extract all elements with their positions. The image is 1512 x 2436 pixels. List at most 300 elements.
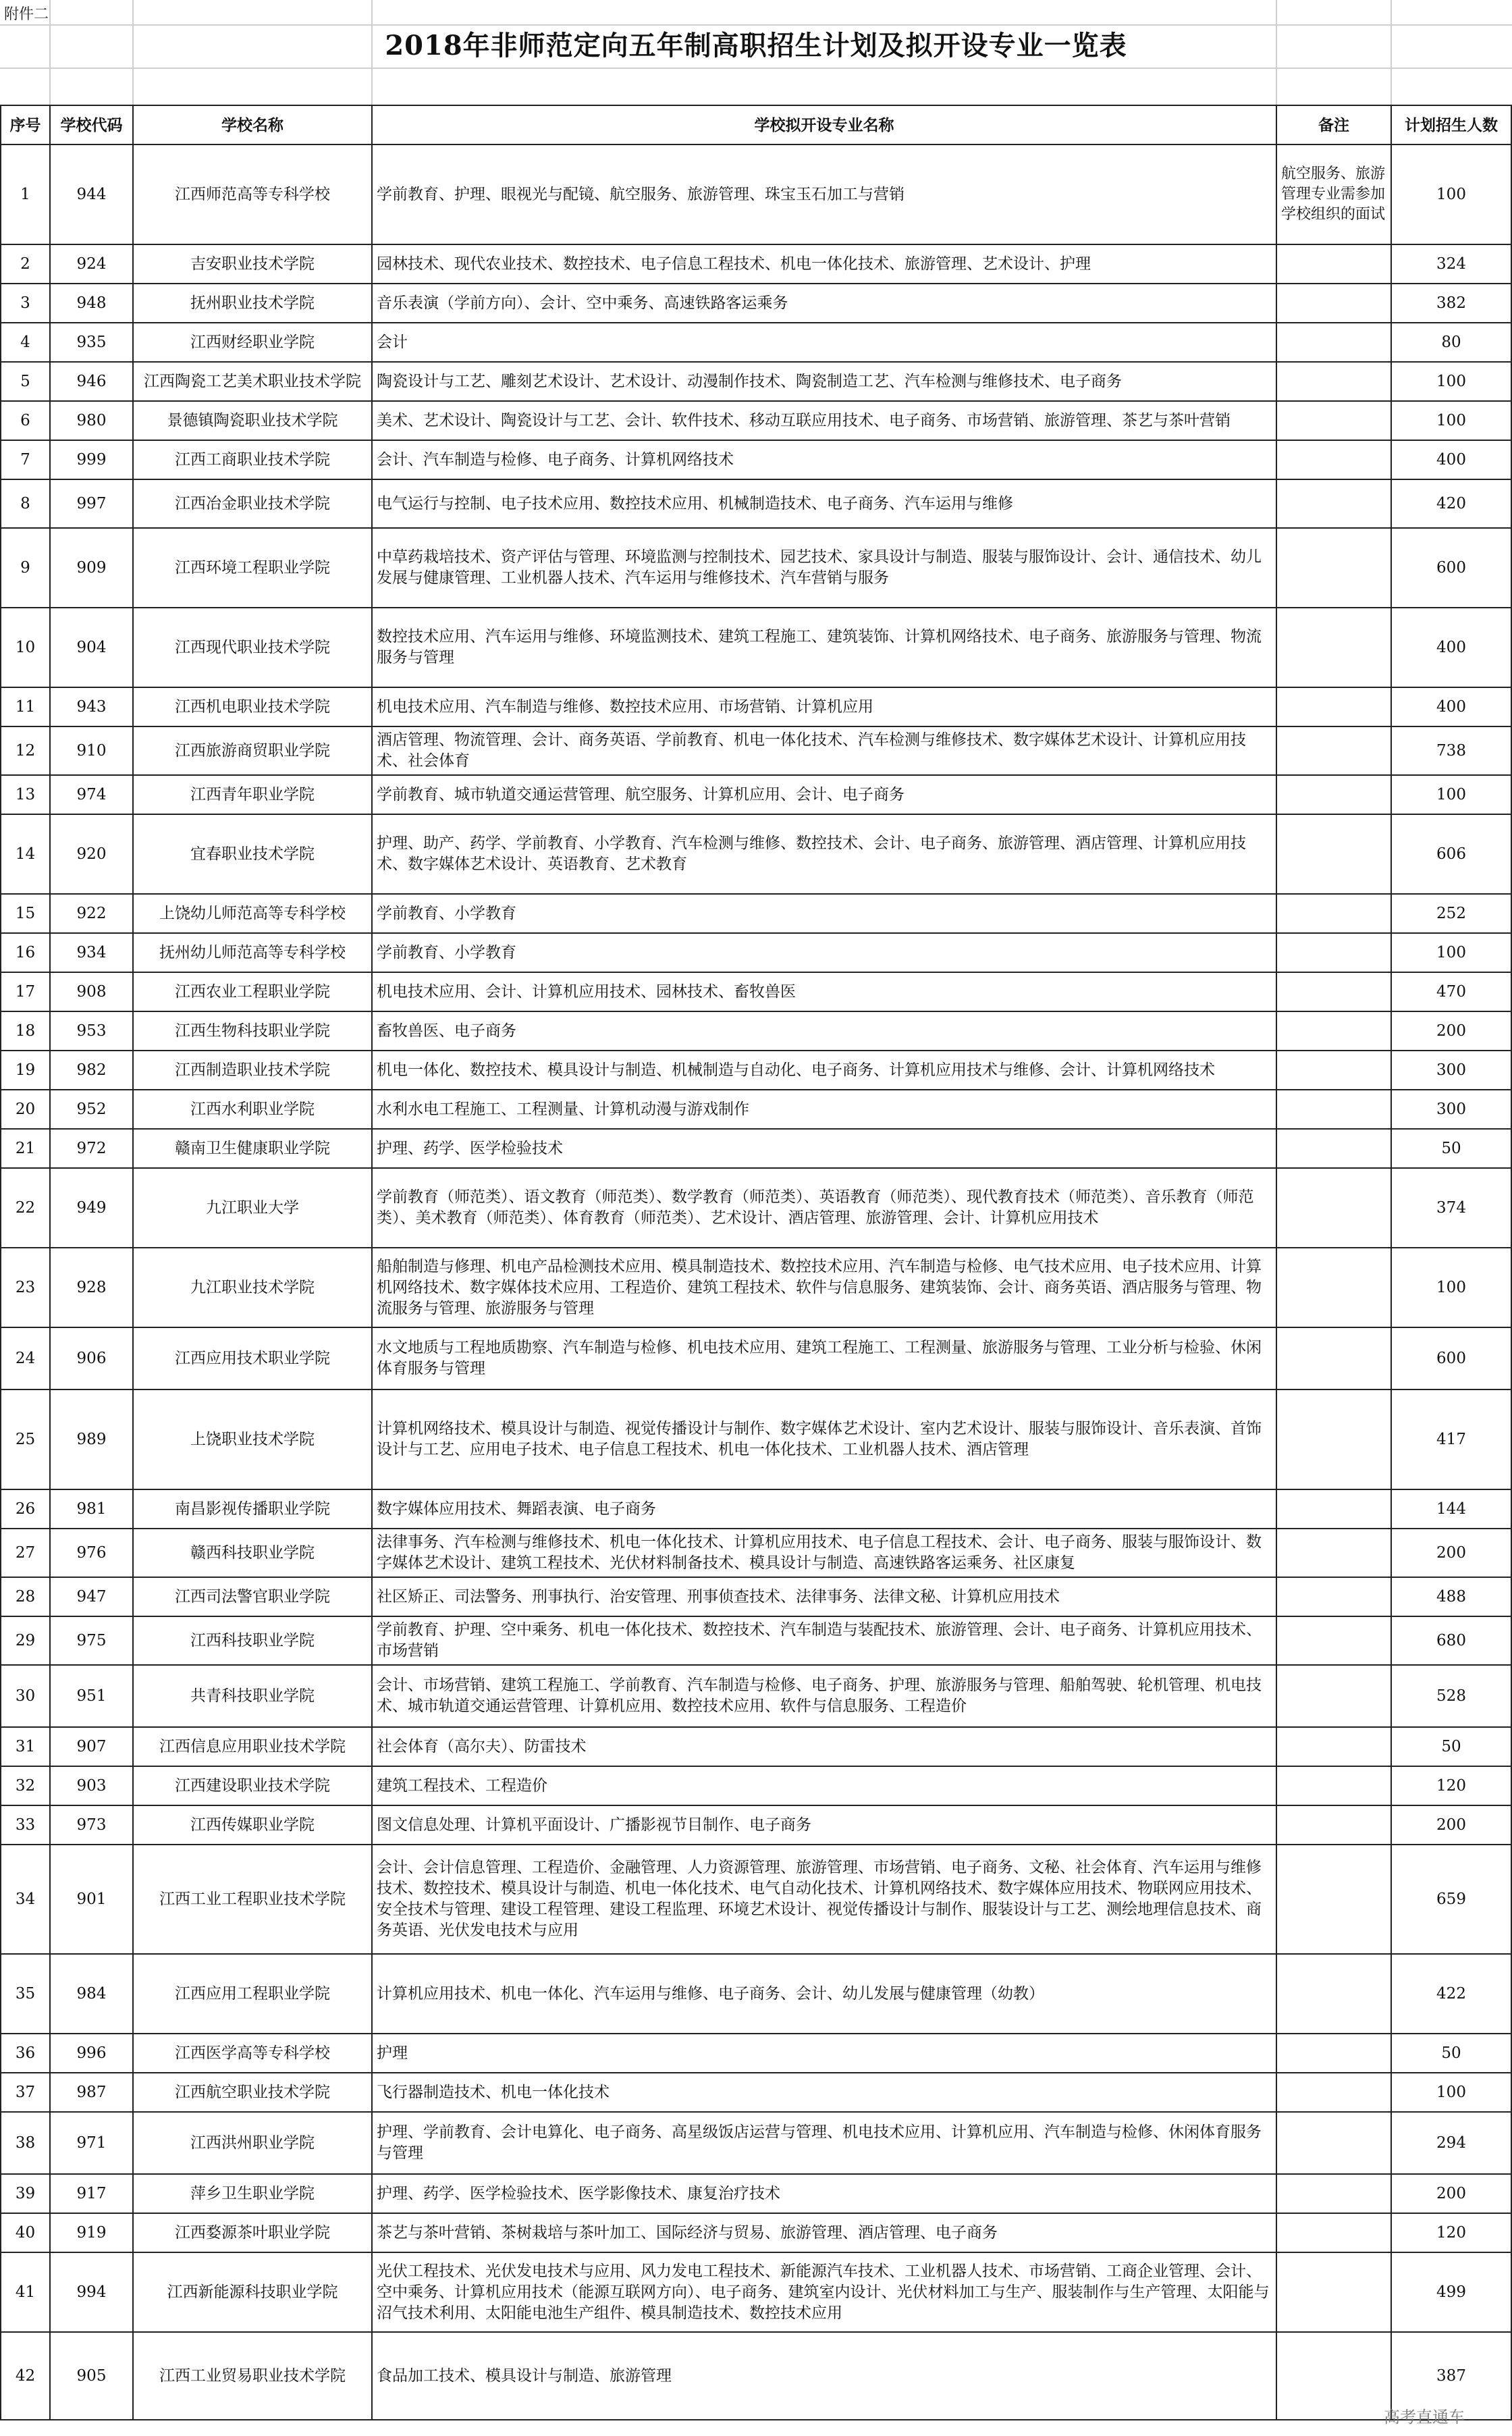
cell-code: 953 (50, 1011, 133, 1051)
cell-code: 908 (50, 972, 133, 1011)
cell-majors: 社区矫正、司法警务、刑事执行、治安管理、刑事侦查技术、法律事务、法律文秘、计算机应用技术 (372, 1577, 1276, 1616)
cell-quota: 100 (1391, 401, 1511, 440)
cell-code: 948 (50, 284, 133, 323)
table-row (1, 401, 1511, 440)
cell-no: 39 (1, 2174, 50, 2213)
cell-school-name: 上饶幼儿师范高等专科学校 (133, 894, 372, 933)
cell-quota: 422 (1391, 1954, 1511, 2034)
cell-remark (1276, 1845, 1391, 1954)
cell-quota: 100 (1391, 144, 1511, 244)
enrollment-table (0, 105, 1512, 2420)
cell-school-name: 上饶职业技术学院 (133, 1389, 372, 1489)
cell-majors: 数控技术应用、汽车运用与维修、环境监测技术、建筑工程施工、建筑装饰、计算机网络技术、电子商务、旅游服务与管理、物流服务与管理 (372, 608, 1276, 687)
table-header-row (1, 105, 1511, 144)
cell-no: 7 (1, 440, 50, 479)
cell-school-name: 江西传媒职业学院 (133, 1805, 372, 1845)
table-row (1, 144, 1511, 244)
cell-majors: 法律事务、汽车检测与维修技术、机电一体化技术、计算机应用技术、电子信息工程技术、会计、电子商务、服装与服饰设计、数字媒体艺术设计、建筑工程技术、光伏材料制备技术、模具设计与制造、高速铁路客运乘务、社区康复 (372, 1529, 1276, 1577)
cell-code: 987 (50, 2073, 133, 2112)
cell-majors: 水文地质与工程地质勘察、汽车制造与检修、机电技术应用、建筑工程施工、工程测量、旅游服务与管理、工业分析与检验、休闲体育服务与管理 (372, 1327, 1276, 1389)
table-row (1, 2213, 1511, 2252)
cell-quota: 659 (1391, 1845, 1511, 1954)
table-row (1, 362, 1511, 401)
cell-quota: 200 (1391, 2174, 1511, 2213)
cell-school-name: 赣南卫生健康职业学院 (133, 1129, 372, 1168)
cell-no: 14 (1, 814, 50, 894)
cell-majors: 护理、药学、医学检验技术、医学影像技术、康复治疗技术 (372, 2174, 1276, 2213)
cell-school-name: 江西机电职业技术学院 (133, 687, 372, 726)
cell-remark: 航空服务、旅游管理专业需参加学校组织的面试 (1276, 144, 1391, 244)
cell-majors: 水利水电工程施工、工程测量、计算机动漫与游戏制作 (372, 1090, 1276, 1129)
cell-quota: 738 (1391, 726, 1511, 775)
cell-no: 42 (1, 2332, 50, 2420)
cell-code: 952 (50, 1090, 133, 1129)
cell-code: 907 (50, 1727, 133, 1766)
cell-code: 901 (50, 1845, 133, 1954)
cell-school-name: 抚州幼儿师范高等专科学校 (133, 933, 372, 972)
table-row (1, 814, 1511, 894)
table-row (1, 323, 1511, 362)
table-row (1, 775, 1511, 814)
table-row (1, 1805, 1511, 1845)
cell-no: 26 (1, 1489, 50, 1529)
cell-code: 971 (50, 2112, 133, 2174)
cell-majors: 学前教育、护理、眼视光与配镜、航空服务、旅游管理、珠宝玉石加工与营销 (372, 144, 1276, 244)
cell-remark (1276, 284, 1391, 323)
cell-remark (1276, 1327, 1391, 1389)
cell-quota: 606 (1391, 814, 1511, 894)
table-row (1, 1389, 1511, 1489)
cell-no: 8 (1, 479, 50, 528)
cell-remark (1276, 528, 1391, 608)
cell-quota: 100 (1391, 1248, 1511, 1327)
cell-no: 33 (1, 1805, 50, 1845)
table-row (1, 1577, 1511, 1616)
cell-majors: 畜牧兽医、电子商务 (372, 1011, 1276, 1051)
cell-no: 6 (1, 401, 50, 440)
cell-no: 31 (1, 1727, 50, 1766)
cell-majors: 会计、会计信息管理、工程造价、金融管理、人力资源管理、旅游管理、市场营销、电子商务、文秘、社会体育、汽车运用与维修技术、数控技术、模具设计与制造、机电一体化技术、电气自动化技术、计算机网络技术、数字媒体应用技术、物联网应用技术、安全技术与管理、建设工程管理、建设工程监理、环境艺术设计、视觉传播设计与制作、服装设计与工艺、测绘地理信息技术、商务英语、光伏发电技术与应用 (372, 1845, 1276, 1954)
cell-quota: 600 (1391, 528, 1511, 608)
cell-quota: 80 (1391, 323, 1511, 362)
cell-school-name: 江西科技职业学院 (133, 1616, 372, 1665)
cell-no: 25 (1, 1389, 50, 1489)
table-row (1, 284, 1511, 323)
table-row (1, 933, 1511, 972)
cell-code: 999 (50, 440, 133, 479)
cell-school-name: 赣西科技职业学院 (133, 1529, 372, 1577)
cell-code: 946 (50, 362, 133, 401)
cell-code: 989 (50, 1389, 133, 1489)
cell-no: 3 (1, 284, 50, 323)
cell-school-name: 江西航空职业技术学院 (133, 2073, 372, 2112)
table-row (1, 2332, 1511, 2420)
cell-no: 29 (1, 1616, 50, 1665)
cell-no: 32 (1, 1766, 50, 1805)
cell-majors: 会计、汽车制造与检修、电子商务、计算机网络技术 (372, 440, 1276, 479)
cell-code: 905 (50, 2332, 133, 2420)
cell-code: 972 (50, 1129, 133, 1168)
cell-remark (1276, 2034, 1391, 2073)
cell-code: 984 (50, 1954, 133, 2034)
cell-majors: 中草药栽培技术、资产评估与管理、环境监测与控制技术、园艺技术、家具设计与制造、服装与服饰设计、会计、通信技术、幼儿发展与健康管理、工业机器人技术、汽车运用与维修技术、汽车营销与服务 (372, 528, 1276, 608)
cell-remark (1276, 894, 1391, 933)
cell-remark (1276, 1051, 1391, 1090)
cell-no: 13 (1, 775, 50, 814)
cell-school-name: 江西工业贸易职业技术学院 (133, 2332, 372, 2420)
cell-majors: 酒店管理、物流管理、会计、商务英语、学前教育、机电一体化技术、汽车检测与维修技术、数字媒体艺术设计、计算机应用技术、社会体育 (372, 726, 1276, 775)
cell-code: 973 (50, 1805, 133, 1845)
header-no: 序号 (1, 105, 50, 144)
cell-majors: 图文信息处理、计算机平面设计、广播影视节目制作、电子商务 (372, 1805, 1276, 1845)
cell-no: 34 (1, 1845, 50, 1954)
cell-quota: 50 (1391, 1727, 1511, 1766)
cell-school-name: 吉安职业技术学院 (133, 244, 372, 284)
cell-remark (1276, 775, 1391, 814)
table-row (1, 1845, 1511, 1954)
cell-majors: 社会体育（高尔夫）、防雷技术 (372, 1727, 1276, 1766)
cell-remark (1276, 1577, 1391, 1616)
cell-remark (1276, 972, 1391, 1011)
cell-school-name: 九江职业技术学院 (133, 1248, 372, 1327)
cell-code: 951 (50, 1665, 133, 1727)
cell-code: 935 (50, 323, 133, 362)
table-row (1, 1489, 1511, 1529)
table-row (1, 1129, 1511, 1168)
cell-remark (1276, 2112, 1391, 2174)
cell-majors: 护理、学前教育、会计电算化、电子商务、高星级饭店运营与管理、机电技术应用、计算机应用、汽车制造与检修、休闲体育服务与管理 (372, 2112, 1276, 2174)
cell-code: 909 (50, 528, 133, 608)
cell-school-name: 江西司法警官职业学院 (133, 1577, 372, 1616)
cell-no: 23 (1, 1248, 50, 1327)
cell-remark (1276, 2174, 1391, 2213)
cell-remark (1276, 1168, 1391, 1248)
cell-quota: 50 (1391, 1129, 1511, 1168)
cell-no: 37 (1, 2073, 50, 2112)
cell-remark (1276, 608, 1391, 687)
table-row (1, 1327, 1511, 1389)
cell-school-name: 江西工商职业技术学院 (133, 440, 372, 479)
cell-no: 27 (1, 1529, 50, 1577)
cell-remark (1276, 1665, 1391, 1727)
cell-quota: 420 (1391, 479, 1511, 528)
cell-school-name: 江西信息应用职业技术学院 (133, 1727, 372, 1766)
cell-remark (1276, 440, 1391, 479)
table-row (1, 1616, 1511, 1665)
cell-majors: 建筑工程技术、工程造价 (372, 1766, 1276, 1805)
cell-school-name: 江西师范高等专科学校 (133, 144, 372, 244)
cell-majors: 船舶制造与修理、机电产品检测技术应用、模具制造技术、数控技术应用、汽车制造与检修、电气技术应用、电子技术应用、计算机网络技术、数字媒体技术应用、工程造价、建筑工程技术、软件与信息服务、建筑装饰、会计、商务英语、酒店服务与管理、物流服务与管理、旅游服务与管理 (372, 1248, 1276, 1327)
cell-majors: 光伏工程技术、光伏发电技术与应用、风力发电工程技术、新能源汽车技术、工业机器人技术、市场营销、工商企业管理、会计、空中乘务、计算机应用技术（能源互联网方向）、电子商务、建筑室内设计、光伏材料加工与生产、服装制作与生产管理、太阳能与沼气技术利用、太阳能电池生产组件、模具制造技术、数控技术应用 (372, 2252, 1276, 2332)
cell-no: 41 (1, 2252, 50, 2332)
cell-quota: 400 (1391, 687, 1511, 726)
cell-majors: 护理、药学、医学检验技术 (372, 1129, 1276, 1168)
cell-remark (1276, 401, 1391, 440)
cell-code: 944 (50, 144, 133, 244)
cell-code: 910 (50, 726, 133, 775)
cell-code: 981 (50, 1489, 133, 1529)
cell-quota: 200 (1391, 1529, 1511, 1577)
cell-majors: 学前教育、护理、空中乘务、机电一体化技术、数控技术、汽车制造与装配技术、旅游管理、会计、电子商务、计算机应用技术、市场营销 (372, 1616, 1276, 1665)
cell-school-name: 江西生物科技职业学院 (133, 1011, 372, 1051)
table-row (1, 1090, 1511, 1129)
cell-no: 15 (1, 894, 50, 933)
cell-school-name: 萍乡卫生职业学院 (133, 2174, 372, 2213)
cell-majors: 茶艺与茶叶营销、茶树栽培与茶叶加工、国际经济与贸易、旅游管理、酒店管理、电子商务 (372, 2213, 1276, 2252)
table-row (1, 2174, 1511, 2213)
cell-quota: 400 (1391, 608, 1511, 687)
cell-remark (1276, 479, 1391, 528)
cell-no: 5 (1, 362, 50, 401)
table-row (1, 1766, 1511, 1805)
table-row (1, 2112, 1511, 2174)
cell-no: 30 (1, 1665, 50, 1727)
cell-school-name: 江西制造职业技术学院 (133, 1051, 372, 1090)
cell-remark (1276, 933, 1391, 972)
cell-school-name: 江西婺源茶叶职业学院 (133, 2213, 372, 2252)
cell-code: 906 (50, 1327, 133, 1389)
cell-remark (1276, 2252, 1391, 2332)
table-row (1, 1248, 1511, 1327)
table-row (1, 440, 1511, 479)
cell-majors: 园林技术、现代农业技术、数控技术、电子信息工程技术、机电一体化技术、旅游管理、艺术设计、护理 (372, 244, 1276, 284)
annex-label: 附件二 (4, 6, 49, 23)
cell-majors: 学前教育、小学教育 (372, 933, 1276, 972)
header-code: 学校代码 (50, 105, 133, 144)
cell-code: 928 (50, 1248, 133, 1327)
cell-school-name: 江西农业工程职业学院 (133, 972, 372, 1011)
cell-no: 40 (1, 2213, 50, 2252)
table-row (1, 972, 1511, 1011)
cell-no: 16 (1, 933, 50, 972)
cell-code: 996 (50, 2034, 133, 2073)
cell-majors: 会计 (372, 323, 1276, 362)
cell-quota: 50 (1391, 2034, 1511, 2073)
cell-majors: 机电一体化、数控技术、模具设计与制造、机械制造与自动化、电子商务、计算机应用技术与维修、会计、计算机网络技术 (372, 1051, 1276, 1090)
cell-school-name: 江西建设职业技术学院 (133, 1766, 372, 1805)
cell-remark (1276, 687, 1391, 726)
cell-remark (1276, 1090, 1391, 1129)
cell-school-name: 江西医学高等专科学校 (133, 2034, 372, 2073)
cell-code: 994 (50, 2252, 133, 2332)
cell-code: 947 (50, 1577, 133, 1616)
cell-school-name: 江西应用技术职业学院 (133, 1327, 372, 1389)
cell-majors: 计算机网络技术、模具设计与制造、视觉传播设计与制作、数字媒体艺术设计、室内艺术设计、服装与服饰设计、音乐表演、首饰设计与工艺、应用电子技术、电子信息工程技术、机电一体化技术、工业机器人技术、酒店管理 (372, 1389, 1276, 1489)
cell-majors: 音乐表演（学前方向）、会计、空中乘务、高速铁路客运乘务 (372, 284, 1276, 323)
cell-majors: 计算机应用技术、机电一体化、汽车运用与维修、电子商务、会计、幼儿发展与健康管理（幼教） (372, 1954, 1276, 2034)
cell-code: 920 (50, 814, 133, 894)
cell-majors: 会计、市场营销、建筑工程施工、学前教育、汽车制造与检修、电子商务、护理、旅游服务与管理、船舶驾驶、轮机管理、机电技术、城市轨道交通运营管理、计算机应用、数控技术应用、软件与信息服务、工程造价 (372, 1665, 1276, 1727)
cell-quota: 488 (1391, 1577, 1511, 1616)
cell-school-name: 江西青年职业学院 (133, 775, 372, 814)
cell-remark (1276, 1248, 1391, 1327)
table-row (1, 1665, 1511, 1727)
cell-majors: 学前教育（师范类）、语文教育（师范类）、数学教育（师范类）、英语教育（师范类）、现代教育技术（师范类）、音乐教育（师范类）、美术教育（师范类）、体育教育（师范类）、艺术设计、酒店管理、旅游管理、会计、计算机应用技术 (372, 1168, 1276, 1248)
cell-school-name: 江西陶瓷工艺美术职业技术学院 (133, 362, 372, 401)
cell-school-name: 江西环境工程职业学院 (133, 528, 372, 608)
cell-quota: 200 (1391, 1011, 1511, 1051)
cell-code: 949 (50, 1168, 133, 1248)
cell-no: 35 (1, 1954, 50, 2034)
cell-school-name: 江西现代职业技术学院 (133, 608, 372, 687)
cell-remark (1276, 1954, 1391, 2034)
cell-majors: 美术、艺术设计、陶瓷设计与工艺、会计、软件技术、移动互联应用技术、电子商务、市场营销、旅游管理、茶艺与茶叶营销 (372, 401, 1276, 440)
cell-remark (1276, 1489, 1391, 1529)
cell-quota: 499 (1391, 2252, 1511, 2332)
cell-majors: 陶瓷设计与工艺、雕刻艺术设计、艺术设计、动漫制作技术、陶瓷制造工艺、汽车检测与维修技术、电子商务 (372, 362, 1276, 401)
cell-no: 4 (1, 323, 50, 362)
cell-school-name: 江西洪州职业学院 (133, 2112, 372, 2174)
cell-quota: 100 (1391, 775, 1511, 814)
cell-code: 982 (50, 1051, 133, 1090)
cell-no: 9 (1, 528, 50, 608)
cell-remark (1276, 2213, 1391, 2252)
table-row (1, 2073, 1511, 2112)
cell-no: 19 (1, 1051, 50, 1090)
cell-remark (1276, 1727, 1391, 1766)
cell-remark (1276, 244, 1391, 284)
table-row (1, 2034, 1511, 2073)
cell-remark (1276, 1616, 1391, 1665)
cell-code: 924 (50, 244, 133, 284)
cell-school-name: 江西水利职业学院 (133, 1090, 372, 1129)
cell-code: 903 (50, 1766, 133, 1805)
header-remark: 备注 (1276, 105, 1391, 144)
cell-majors: 飞行器制造技术、机电一体化技术 (372, 2073, 1276, 2112)
page-title: 2018年非师范定向五年制高职招生计划及拟开设专业一览表 (385, 30, 1127, 61)
table-row (1, 1011, 1511, 1051)
cell-remark (1276, 726, 1391, 775)
cell-majors: 机电技术应用、会计、计算机应用技术、园林技术、畜牧兽医 (372, 972, 1276, 1011)
header-quota: 计划招生人数 (1391, 105, 1511, 144)
cell-quota: 300 (1391, 1090, 1511, 1129)
cell-remark (1276, 1011, 1391, 1051)
cell-code: 922 (50, 894, 133, 933)
cell-quota: 400 (1391, 440, 1511, 479)
cell-school-name: 江西新能源科技职业学院 (133, 2252, 372, 2332)
cell-remark (1276, 323, 1391, 362)
cell-no: 20 (1, 1090, 50, 1129)
cell-majors: 护理 (372, 2034, 1276, 2073)
cell-school-name: 南昌影视传播职业学院 (133, 1489, 372, 1529)
cell-code: 917 (50, 2174, 133, 2213)
cell-majors: 学前教育、城市轨道交通运营管理、航空服务、计算机应用、会计、电子商务 (372, 775, 1276, 814)
table-body (1, 144, 1511, 2420)
table-row (1, 726, 1511, 775)
watermark: 高考直通车 (1384, 2408, 1465, 2427)
cell-no: 21 (1, 1129, 50, 1168)
cell-school-name: 江西财经职业学院 (133, 323, 372, 362)
cell-school-name: 宜春职业技术学院 (133, 814, 372, 894)
cell-code: 934 (50, 933, 133, 972)
cell-remark (1276, 1766, 1391, 1805)
cell-code: 976 (50, 1529, 133, 1577)
cell-school-name: 共青科技职业学院 (133, 1665, 372, 1727)
cell-quota: 600 (1391, 1327, 1511, 1389)
cell-no: 17 (1, 972, 50, 1011)
cell-no: 22 (1, 1168, 50, 1248)
cell-school-name: 九江职业大学 (133, 1168, 372, 1248)
cell-remark (1276, 1129, 1391, 1168)
cell-code: 974 (50, 775, 133, 814)
cell-majors: 数字媒体应用技术、舞蹈表演、电子商务 (372, 1489, 1276, 1529)
header-majors: 学校拟开设专业名称 (372, 105, 1276, 144)
cell-code: 919 (50, 2213, 133, 2252)
cell-quota: 120 (1391, 1766, 1511, 1805)
cell-school-name: 江西应用工程职业学院 (133, 1954, 372, 2034)
header-school-name: 学校名称 (133, 105, 372, 144)
table-row (1, 894, 1511, 933)
cell-remark (1276, 2073, 1391, 2112)
table-row (1, 2252, 1511, 2332)
table-row (1, 1168, 1511, 1248)
cell-quota: 100 (1391, 2073, 1511, 2112)
grid-line (0, 68, 1512, 69)
cell-no: 36 (1, 2034, 50, 2073)
cell-quota: 300 (1391, 1051, 1511, 1090)
cell-no: 10 (1, 608, 50, 687)
cell-majors: 护理、助产、药学、学前教育、小学教育、汽车检测与维修、数控技术、会计、电子商务、旅游管理、酒店管理、计算机应用技术、数字媒体艺术设计、英语教育、艺术教育 (372, 814, 1276, 894)
cell-quota: 144 (1391, 1489, 1511, 1529)
cell-code: 997 (50, 479, 133, 528)
cell-majors: 电气运行与控制、电子技术应用、数控技术应用、机械制造技术、电子商务、汽车运用与维修 (372, 479, 1276, 528)
cell-quota: 387 (1391, 2332, 1511, 2420)
table-row (1, 608, 1511, 687)
cell-code: 975 (50, 1616, 133, 1665)
table-row (1, 687, 1511, 726)
cell-code: 904 (50, 608, 133, 687)
cell-no: 1 (1, 144, 50, 244)
cell-school-name: 抚州职业技术学院 (133, 284, 372, 323)
cell-school-name: 景德镇陶瓷职业技术学院 (133, 401, 372, 440)
cell-code: 943 (50, 687, 133, 726)
cell-quota: 294 (1391, 2112, 1511, 2174)
cell-code: 980 (50, 401, 133, 440)
cell-quota: 382 (1391, 284, 1511, 323)
cell-school-name: 江西冶金职业技术学院 (133, 479, 372, 528)
table-row (1, 479, 1511, 528)
cell-quota: 324 (1391, 244, 1511, 284)
cell-majors: 食品加工技术、模具设计与制造、旅游管理 (372, 2332, 1276, 2420)
cell-no: 18 (1, 1011, 50, 1051)
cell-no: 12 (1, 726, 50, 775)
cell-remark (1276, 1805, 1391, 1845)
cell-majors: 机电技术应用、汽车制造与维修、数控技术应用、市场营销、计算机应用 (372, 687, 1276, 726)
cell-quota: 680 (1391, 1616, 1511, 1665)
cell-quota: 528 (1391, 1665, 1511, 1727)
cell-majors: 学前教育、小学教育 (372, 894, 1276, 933)
table-row (1, 1727, 1511, 1766)
cell-no: 38 (1, 2112, 50, 2174)
cell-quota: 374 (1391, 1168, 1511, 1248)
cell-no: 2 (1, 244, 50, 284)
table-row (1, 1529, 1511, 1577)
cell-remark (1276, 814, 1391, 894)
cell-quota: 417 (1391, 1389, 1511, 1489)
cell-remark (1276, 362, 1391, 401)
cell-remark (1276, 1529, 1391, 1577)
cell-quota: 252 (1391, 894, 1511, 933)
cell-quota: 470 (1391, 972, 1511, 1011)
cell-school-name: 江西旅游商贸职业学院 (133, 726, 372, 775)
cell-quota: 200 (1391, 1805, 1511, 1845)
cell-no: 11 (1, 687, 50, 726)
cell-no: 28 (1, 1577, 50, 1616)
table-row (1, 1954, 1511, 2034)
table-row (1, 528, 1511, 608)
table-row (1, 1051, 1511, 1090)
cell-remark (1276, 2332, 1391, 2420)
